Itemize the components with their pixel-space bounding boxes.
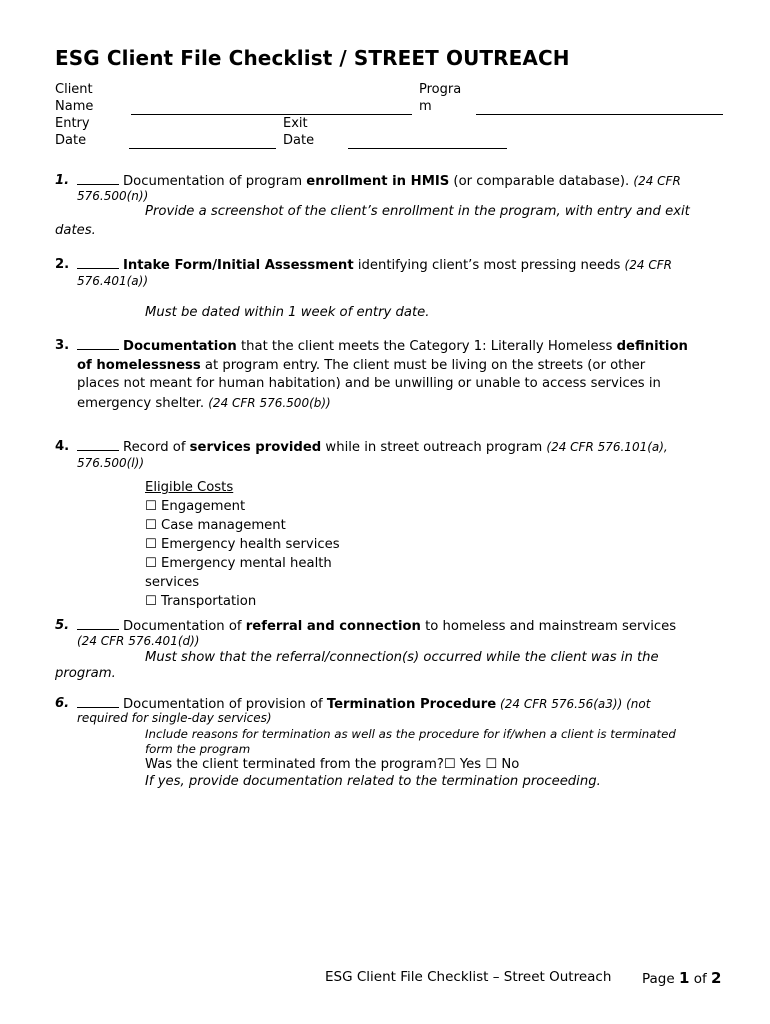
cost-checkbox-engagement[interactable]: ☐ Engagement <box>145 499 246 514</box>
item-number: 5. <box>55 618 70 633</box>
check-blank[interactable] <box>77 172 119 185</box>
check-blank[interactable] <box>77 617 119 630</box>
item-reference: 576.401(a)) <box>77 274 149 288</box>
item-note: If yes, provide documentation related to the termination proceeding. <box>145 774 601 789</box>
check-blank[interactable] <box>77 256 119 269</box>
exit-date-field[interactable] <box>348 148 507 149</box>
item-note: Must show that the referral/connection(s) occurred while the client was in the <box>145 650 659 665</box>
item-note: program. <box>55 666 116 681</box>
item-note: Provide a screenshot of the client’s enrollment in the program, with entry and exit <box>145 204 690 219</box>
program-field[interactable] <box>476 114 723 115</box>
exit-date-label: Exit Date <box>283 116 315 148</box>
program-label: Progra m <box>419 82 462 114</box>
checklist-item-5: Documentation of referral and connection to homeless and mainstream services <box>77 617 676 637</box>
cost-checkbox-health[interactable]: ☐ Emergency health services <box>145 537 340 552</box>
cost-checkbox-case-management[interactable]: ☐ Case management <box>145 518 286 533</box>
item-note: Include reasons for termination as well as the procedure for if/when a client is terminated <box>145 727 676 741</box>
eligible-costs-heading: Eligible Costs <box>145 480 234 495</box>
checklist-item-2: Intake Form/Initial Assessment identifying client’s most pressing needs (24 CFR <box>77 256 672 276</box>
item-number: 4. <box>55 439 70 454</box>
checklist-item-4: Record of services provided while in street outreach program (24 CFR 576.101(a), <box>77 438 668 458</box>
item-note: dates. <box>55 223 96 238</box>
eligible-costs-list <box>145 478 340 611</box>
client-name-field[interactable] <box>131 114 412 115</box>
check-blank[interactable] <box>77 337 119 350</box>
check-blank[interactable] <box>77 438 119 451</box>
item-number: 6. <box>55 696 70 711</box>
item-number: 3. <box>55 338 70 353</box>
item-note: Must be dated within 1 week of entry date. <box>145 305 430 320</box>
page-number: Page 1 of 2 <box>642 969 722 987</box>
checklist-item-3: Documentation that the client meets the Category 1: Literally Homeless definition of homelessness at program entry. The client must be living on the streets (or other places not meant for human habitation) and be unwilling or unable to access services in emergency shelter. (24 CFR 576.500(b)) <box>77 339 688 411</box>
cost-checkbox-mental-health[interactable]: ☐ Emergency mental health <box>145 556 332 571</box>
checklist-item-6: Documentation of provision of Termination Procedure (24 CFR 576.56(a3)) (not <box>77 695 650 715</box>
item-reference: 576.500(n)) <box>77 189 149 203</box>
item-reference: required for single-day services) <box>77 711 272 725</box>
item-number: 2. <box>55 257 70 272</box>
entry-date-label: Entry Date <box>55 116 90 148</box>
termination-question[interactable]: Was the client terminated from the program?☐ Yes ☐ No <box>145 757 520 772</box>
cost-label-continuation: services <box>145 575 200 590</box>
footer-doc-title: ESG Client File Checklist – Street Outreach <box>325 969 612 985</box>
page-title: ESG Client File Checklist / STREET OUTREACH <box>55 46 570 70</box>
client-name-label: Client Name <box>55 82 94 114</box>
item-reference: 576.500(l)) <box>77 456 145 470</box>
checklist-item-1: Documentation of program enrollment in HMIS (or comparable database). (24 CFR <box>77 172 681 192</box>
item-note: form the program <box>145 742 251 756</box>
cost-checkbox-transportation[interactable]: ☐ Transportation <box>145 594 257 609</box>
entry-date-field[interactable] <box>129 148 276 149</box>
check-blank[interactable] <box>77 695 119 708</box>
item-number: 1. <box>55 173 70 188</box>
item-reference: (24 CFR 576.401(d)) <box>77 634 200 648</box>
